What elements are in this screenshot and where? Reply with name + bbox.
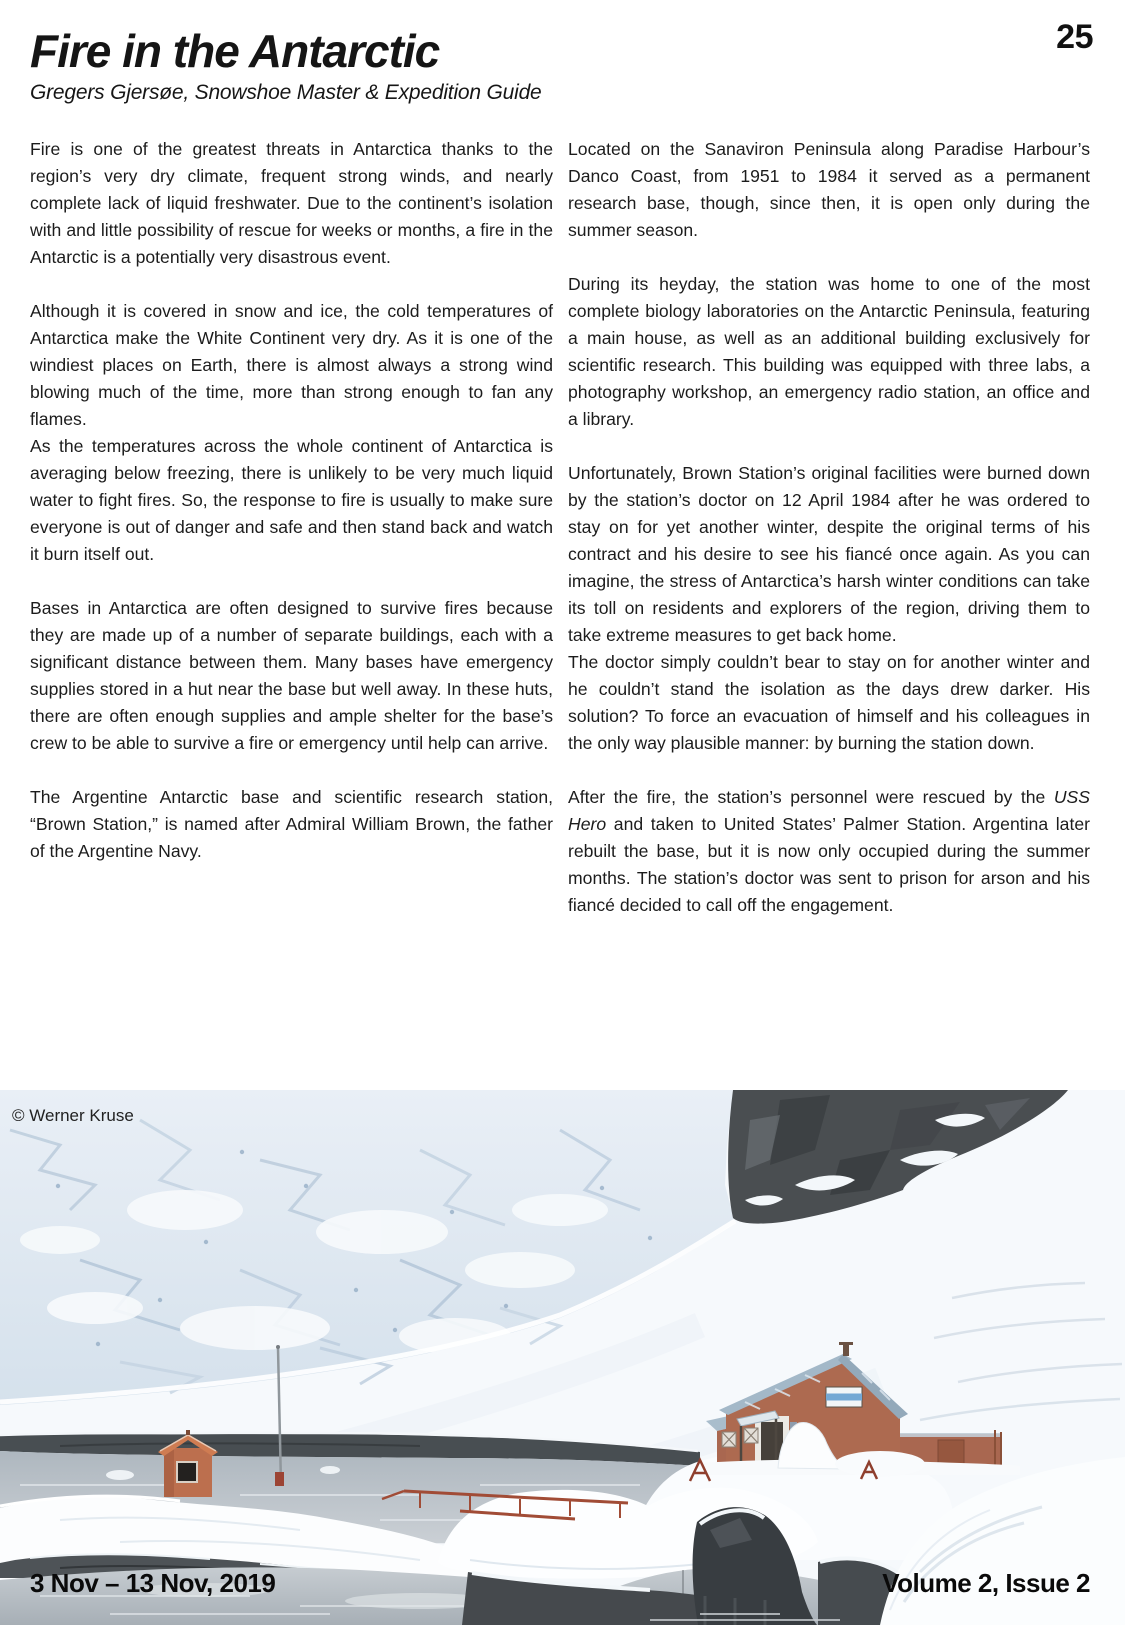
page-number: 25 — [1056, 18, 1093, 56]
article-paragraph: Although it is covered in snow and ice, the cold temperatures of Antarctica make the White Continent very dry. As it is one of the windiest places on Earth, there is almost always a strong wind blowing much of the time, more than strong enough to fan any flames. — [30, 301, 553, 429]
article-paragraph: Bases in Antarctica are often designed to survive fires because they are made up of a number of separate buildings, each with a significant distance between them. Many bases have emergency supplies stored in a hut near the base but well away. In these huts, there are often enough supplies and ample shelter for the base’s crew to be able to survive a fire or emergency until help can arrive. — [30, 598, 553, 753]
hut-window — [177, 1462, 197, 1482]
article-column-right — [568, 136, 1090, 946]
article-paragraph: Fire is one of the greatest threats in Antarctica thanks to the region’s very dry climate, frequent strong winds, and nearly complete lack of liquid freshwater. Due to the continent’s isolation with and little possibility of rescue for weeks or months, a fire in the Antarctic is a potentially very disastrous event. — [30, 139, 553, 267]
article-paragraph: As the temperatures across the whole continent of Antarctica is averaging below freezing, there is unlikely to be very much liquid water to fight fires. So, the response to fire is usually to make sure everyone is out of danger and safe and then stand back and watch it burn itself out. — [30, 436, 553, 564]
issue-date-range: 3 Nov – 13 Nov, 2019 — [30, 1568, 276, 1598]
article-title: Fire in the Antarctic — [30, 25, 440, 77]
antarctic-photo-illustration — [0, 1090, 1125, 1625]
issue-volume: Volume 2, Issue 2 — [882, 1568, 1090, 1598]
article-paragraph: Located on the Sanaviron Peninsula along Paradise Harbour’s Danco Coast, from 1951 to 1984 it served as a permanent research base, though, since then, it is open only during the summer season. — [568, 139, 1090, 240]
article-column-left — [30, 136, 553, 892]
article-byline: Gregers Gjersøe, Snowshoe Master & Expedition Guide — [30, 81, 542, 104]
photo-credit: © Werner Kruse — [12, 1106, 134, 1125]
article-paragraph: The Argentine Antarctic base and scientific research station, “Brown Station,” is named after Admiral William Brown, the father of the Argentine Navy. — [30, 787, 553, 861]
article-paragraph: After the fire, the station’s personnel were rescued by the USS Hero and taken to United States’ Palmer Station. Argentina later rebuilt the base, but it is now only occupied during the summer months. The station’s doctor was sent to prison for arson and his fiancé decided to call off the engagement. — [568, 787, 1090, 915]
argentine-flag — [826, 1387, 862, 1407]
article-paragraph: The doctor simply couldn’t bear to stay on for another winter and he couldn’t stand the isolation as the days drew darker. His solution? To force an evacuation of himself and his colleagues in the only way plausible manner: by burning the station down. — [568, 652, 1090, 753]
article-paragraph: Unfortunately, Brown Station’s original facilities were burned down by the station’s doctor on 12 April 1984 after he was ordered to stay on for yet another winter, despite the original terms of his contract and his desire to see his fiancé once again. As you can imagine, the stress of Antarctica’s harsh winter conditions can take its toll on residents and explorers of the region, driving them to take extreme measures to get back home. — [568, 463, 1090, 645]
station-photo — [0, 1090, 1125, 1625]
article-paragraph: During its heyday, the station was home to one of the most complete biology laboratories on the Antarctic Peninsula, featuring a main house, as well as an additional building exclusively for scientific research. This building was equipped with three labs, a photography workshop, an emergency radio station, an office and a library. — [568, 274, 1090, 429]
